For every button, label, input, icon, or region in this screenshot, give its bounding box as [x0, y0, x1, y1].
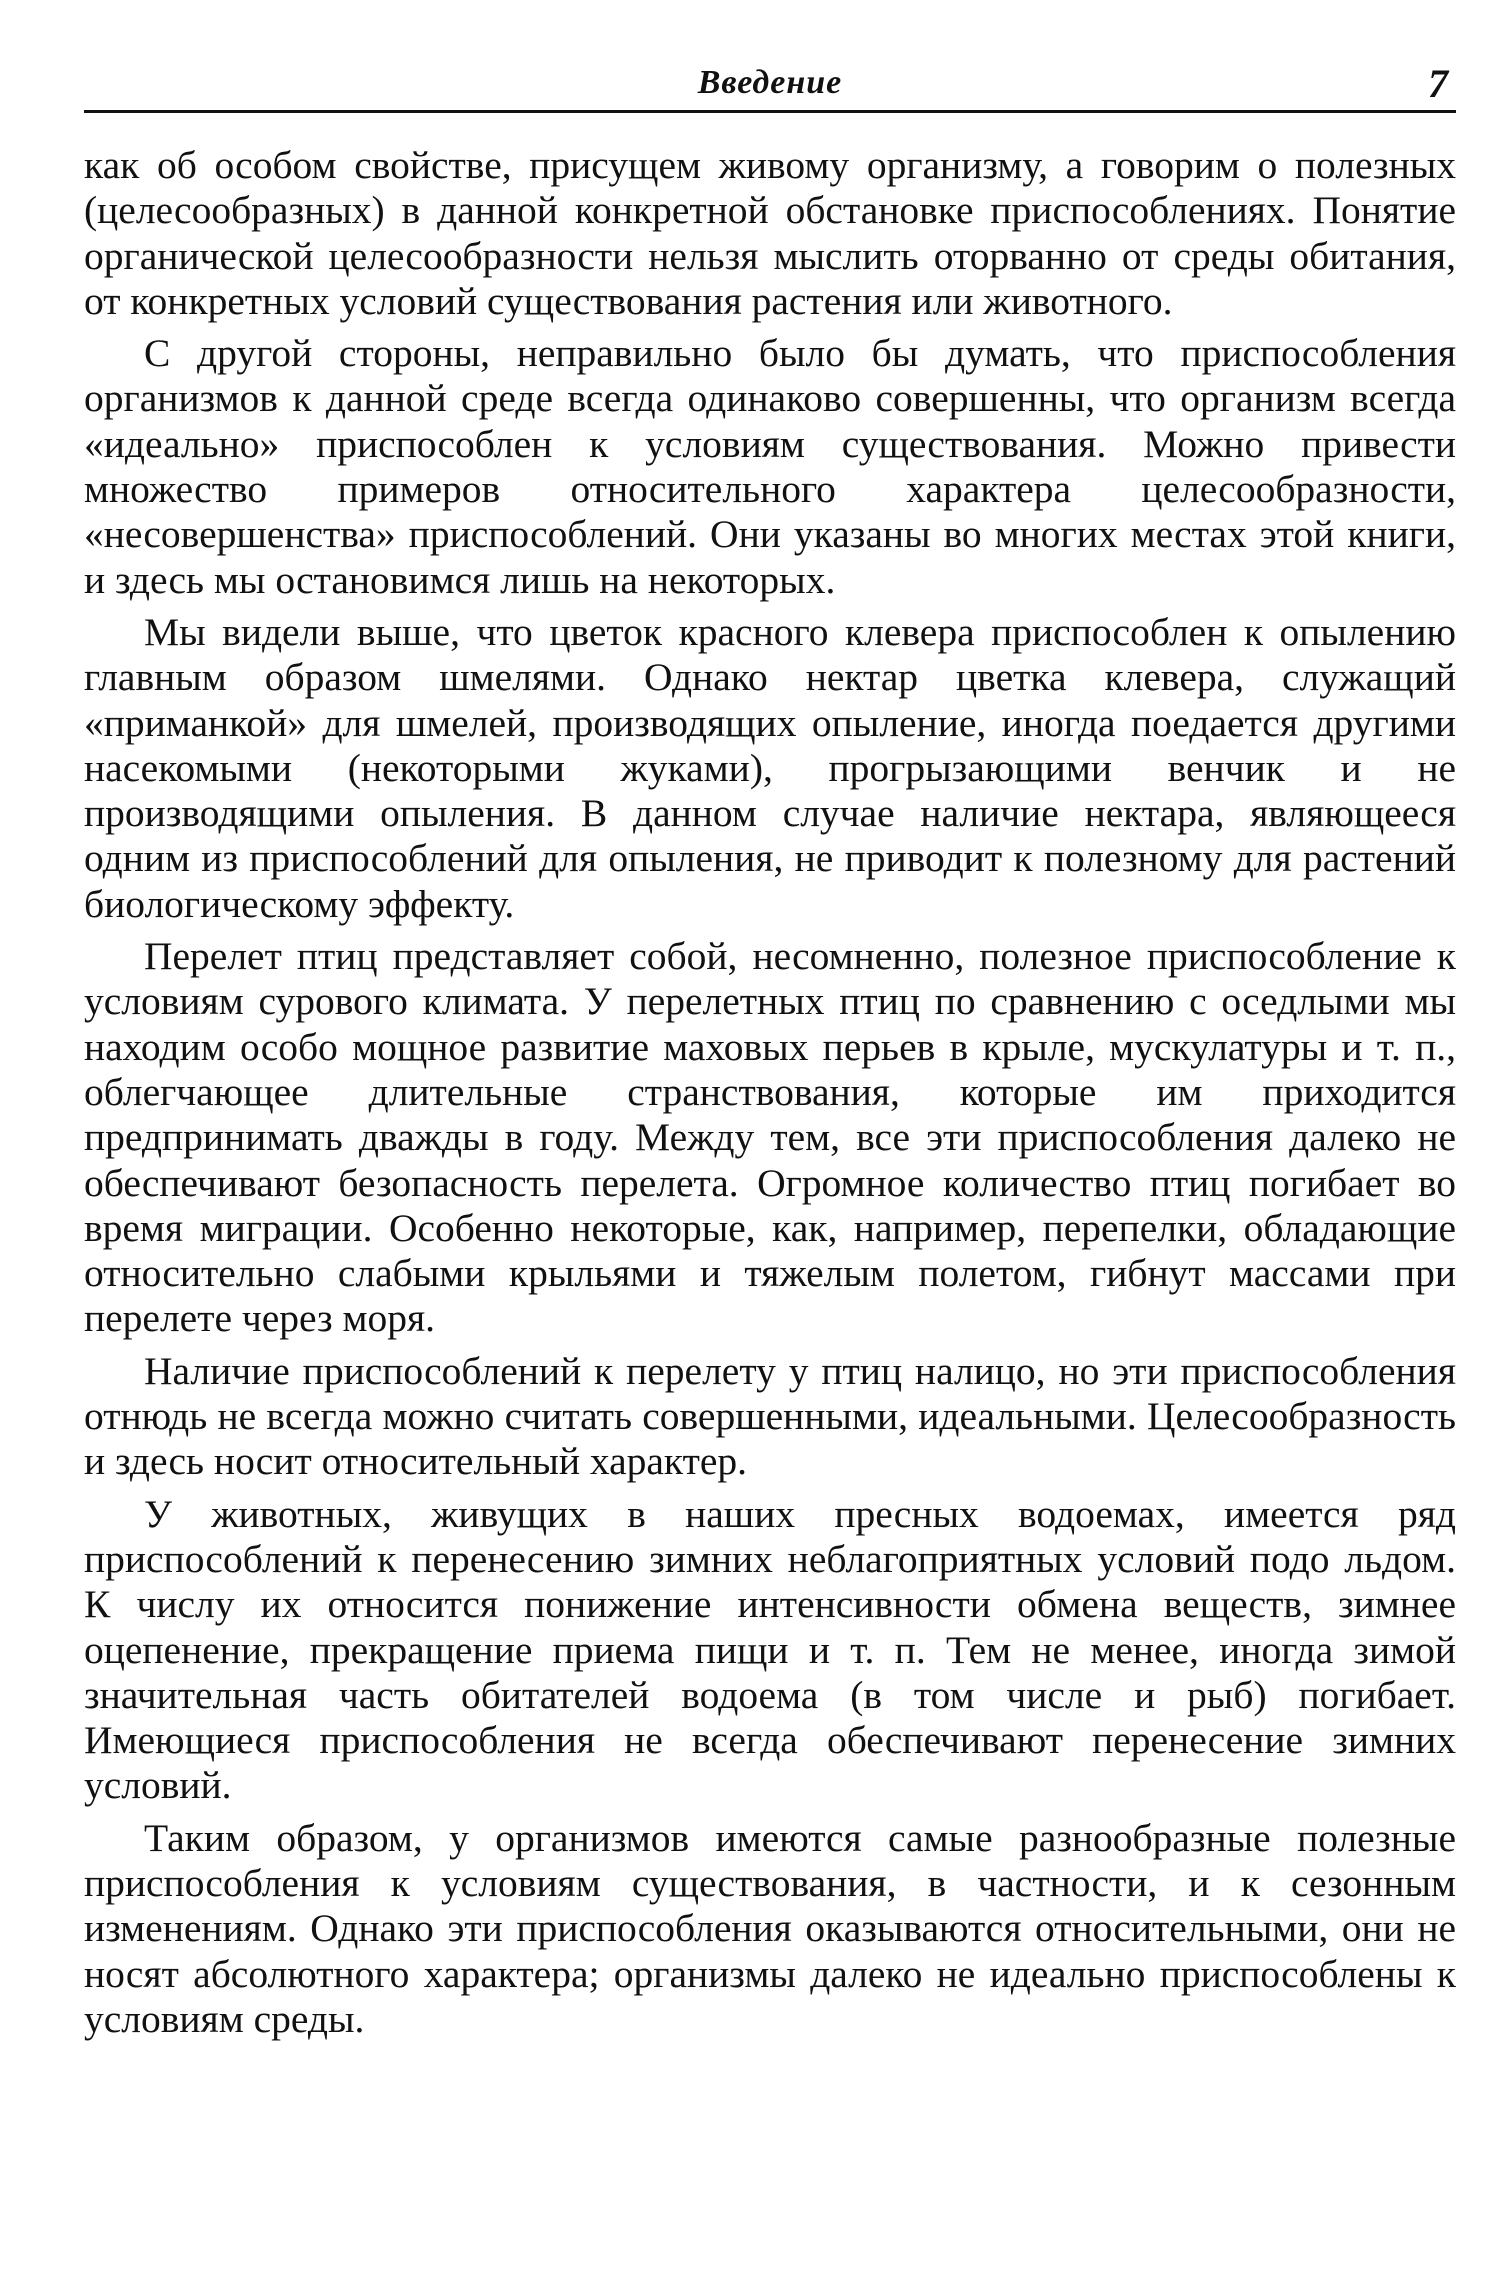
paragraph: Перелет птиц представляет собой, несомненно, полезное приспособление к условиям сурового климата. У перелетных птиц по сравнению с оседлыми мы находим особо мощное развитие маховых перьев в крыле, мускулатуры и т. п., облегчающее длительные странствования, которые им приходится предпринимать дважды в году. Между тем, все эти приспособления далеко не обеспечивают безопасность перелета. Огромное количество птиц погибает во время миграции. Особенно некоторые, как, например, перепелки, обладающие относительно слабыми крыльями и тяжелым полетом, гибнут массами при перелете через моря.: [84, 934, 1456, 1341]
paragraph: У животных, живущих в наших пресных водоемах, имеется ряд приспособлений к перенесению зимних неблагоприятных условий подо льдом. К числу их относится понижение интенсивности обмена веществ, зимнее оцепенение, прекращение приема пищи и т. п. Тем не менее, иногда зимой значительная часть обитателей водоема (в том числе и рыб) погибает. Имеющиеся приспособления не всегда обеспечивают перенесение зимних условий.: [84, 1491, 1456, 1808]
section-title: Введение: [697, 64, 843, 101]
paragraph: Мы видели выше, что цветок красного клевера приспособлен к опылению главным образом шмелями. Однако нектар цветка клевера, служащий «приманкой» для шмелей, производящих опыление, иногда поедается другими насекомыми (некоторыми жуками), прогрызающими венчик и не производящими опыления. В данном случае наличие нектара, являющееся одним из приспособлений для опыления, не приводит к полезному для растений биологическому эффекту.: [84, 609, 1456, 926]
page-number: 7: [1428, 61, 1448, 106]
paragraph: Наличие приспособлений к перелету у птиц налицо, но эти приспособления отнюдь не всегда можно считать совершенными, идеальными. Целесообразность и здесь носит относительный характер.: [84, 1348, 1456, 1484]
paragraph: Таким образом, у организмов имеются самые разнообразные полезные приспособления к условиям существования, в частности, и к сезонным изменениям. Однако эти приспособления оказываются относительными, они не носят абсолютного характера; организмы далеко не идеально приспособлены к условиям среды.: [84, 1815, 1456, 2041]
running-head: [84, 58, 1456, 108]
body-text: [84, 143, 1456, 2042]
paragraph: С другой стороны, неправильно было бы думать, что приспособления организмов к данной среде всегда одинаково совершенны, что организм всегда «идеально» приспособлен к условиям существования. Можно привести множество примеров относительного характера целесообразности, «несовершенства» приспособлений. Они указаны во многих местах этой книги, и здесь мы остановимся лишь на некоторых.: [84, 331, 1456, 602]
book-page: [84, 58, 1456, 2042]
paragraph-continued: как об особом свойстве, присущем живому организму, а говорим о полезных (целесообразных) в данной конкретной обстановке приспособлениях. Понятие органической целесообразности нельзя мыслить оторванно от среды обитания, от конкретных условий существования растения или животного.: [84, 143, 1456, 323]
header-rule: [84, 110, 1456, 113]
